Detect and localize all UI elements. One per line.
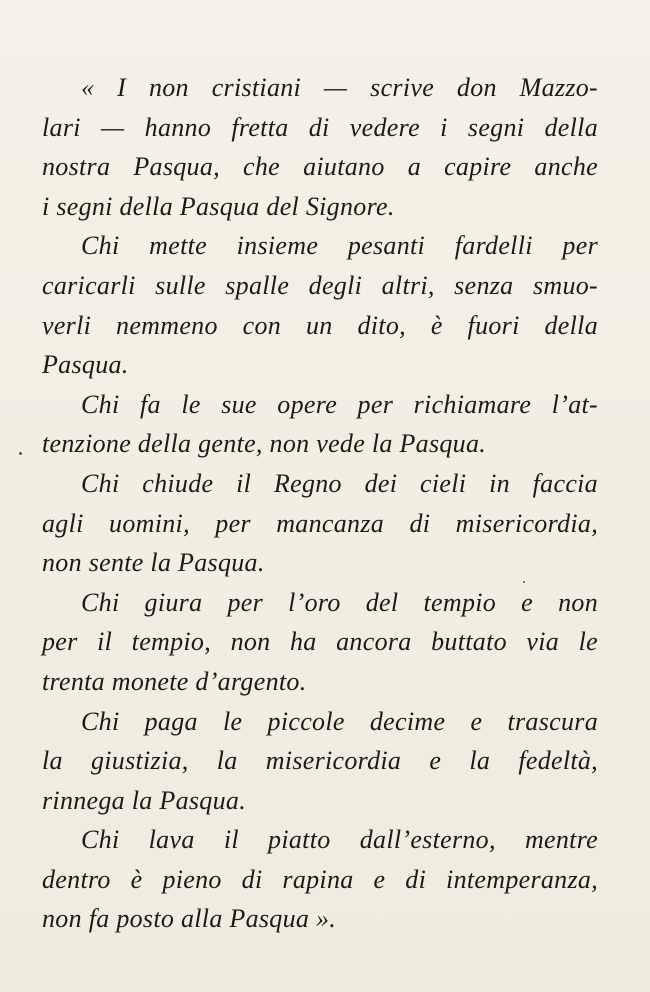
text-line: non sente la Pasqua. <box>42 548 265 578</box>
paragraph-4 <box>42 464 598 583</box>
text-line: Chi fa le sue opere per richiamare l’at- <box>81 389 598 419</box>
text-line: Chi lava il piatto dall’esterno, mentre <box>81 825 598 855</box>
paragraph-3 <box>42 385 598 464</box>
ink-speck <box>19 452 22 455</box>
text-line: dentro è pieno di rapina e di intemperanza, <box>42 864 598 894</box>
ink-speck <box>523 581 525 583</box>
paragraph-1 <box>42 68 598 226</box>
text-line: per il tempio, non ha ancora buttato via le <box>42 627 598 657</box>
text-line: « I non cristiani — scrive don Mazzo- <box>81 73 598 102</box>
paragraph-5 <box>42 583 598 702</box>
page-text <box>42 68 598 939</box>
text-line: trenta monete d’argento. <box>42 666 307 696</box>
paragraph-6 <box>42 702 598 821</box>
text-line: agli uomini, per mancanza di misericordia, <box>42 508 598 538</box>
paragraph-7 <box>42 820 598 939</box>
text-line: lari — hanno fretta di vedere i segni della <box>42 112 598 142</box>
text-line: Chi mette insieme pesanti fardelli per <box>81 231 598 261</box>
text-line: non fa posto alla Pasqua ». <box>42 904 337 934</box>
text-line: Chi paga le piccole decime e trascura <box>81 706 598 736</box>
text-line: tenzione della gente, non vede la Pasqua. <box>42 429 487 459</box>
text-line: i segni della Pasqua del Signore. <box>42 191 395 221</box>
text-line: la giustizia, la misericordia e la fedeltà, <box>42 746 598 776</box>
text-line: caricarli sulle spalle degli altri, senza smuo- <box>42 270 598 300</box>
text-line: rinnega la Pasqua. <box>42 785 247 815</box>
text-line: verli nemmeno con un dito, è fuori della <box>42 310 598 340</box>
text-line: Pasqua. <box>42 350 129 380</box>
paragraph-2 <box>42 226 598 384</box>
text-line: nostra Pasqua, che aiutano a capire anche <box>42 152 598 182</box>
text-line: Chi chiude il Regno dei cieli in faccia <box>81 468 598 498</box>
text-line: Chi giura per l’oro del tempio e non <box>81 587 598 617</box>
